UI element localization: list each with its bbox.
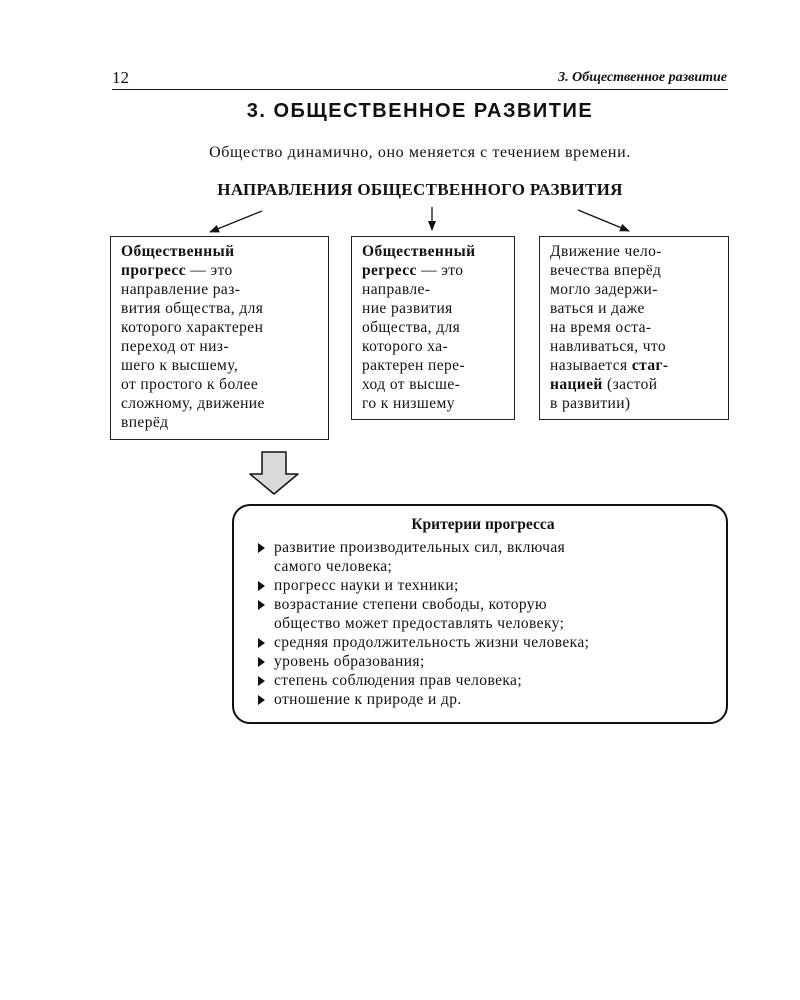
criteria-item-text: возрастание степени свободы, которую [274, 596, 547, 613]
triangle-bullet-icon [258, 676, 265, 686]
progress-line: от простого к более [121, 376, 259, 393]
criteria-item-text: степень соблюдения прав человека; [274, 672, 523, 689]
running-head: 3. Общественное развитие [558, 70, 727, 85]
stagnation-line: в развитии) [550, 395, 631, 412]
criteria-list-item [258, 690, 708, 709]
stagnation-line-pre: называется [550, 357, 632, 374]
stagnation-line: вечества вперёд [550, 262, 662, 279]
chapter-title: 3. ОБЩЕСТВЕННОЕ РАЗВИТИЕ [246, 100, 594, 122]
progress-term-2: прогресс [121, 262, 186, 279]
criteria-item-text-cont: общество может предоставлять человеку; [274, 615, 565, 632]
stagnation-line-rest: (застой [602, 376, 658, 393]
regress-line: го к низшему [362, 395, 455, 412]
progress-line: вития общества, для [121, 300, 264, 317]
criteria-item-text: отношение к природе и др. [274, 691, 462, 708]
triangle-bullet-icon [258, 581, 265, 591]
stagnation-term-2: нацией [550, 376, 603, 393]
triangle-bullet-icon [258, 657, 265, 667]
regress-line: рактерен пере- [362, 357, 465, 374]
regress-line: общества, для [362, 319, 461, 336]
progress-line: которого характерен [121, 319, 264, 336]
regress-line: ние развития [362, 300, 453, 317]
criteria-list-item [258, 633, 708, 652]
regress-dash: — это [416, 262, 464, 279]
stagnation-line: ваться и даже [550, 300, 645, 317]
directions-title: НАПРАВЛЕНИЯ ОБЩЕСТВЕННОГО РАЗВИТИЯ [217, 180, 623, 199]
arrow-right-icon [578, 210, 629, 231]
criteria-title: Критерии прогресса [411, 516, 555, 533]
triangle-bullet-icon [258, 638, 265, 648]
arrow-left-icon [210, 211, 262, 232]
progress-line: направление раз- [121, 281, 241, 298]
regress-definition-box [351, 236, 515, 420]
progress-dash: — это [186, 262, 233, 279]
criteria-list-item [258, 671, 708, 690]
progress-line: вперёд [121, 414, 169, 431]
progress-definition-box [110, 236, 329, 440]
progress-line: сложному, движение [121, 395, 265, 412]
criteria-item-text-cont: самого человека; [274, 558, 393, 575]
regress-line: направле- [362, 281, 431, 298]
stagnation-line: навливаться, что [550, 338, 667, 355]
stagnation-line: могло задержи- [550, 281, 658, 298]
criteria-list-item [258, 595, 708, 633]
progress-line: шего к высшему, [121, 357, 239, 374]
criteria-item-text: развитие производительных сил, включая [274, 539, 566, 556]
page-number: 12 [112, 68, 129, 87]
criteria-item-text: уровень образования; [274, 653, 425, 670]
criteria-item-text: прогресс науки и техники; [274, 577, 459, 594]
criteria-list-item [258, 576, 708, 595]
regress-line: которого ха- [362, 338, 449, 355]
criteria-box [232, 504, 728, 724]
stagnation-term: стаг- [631, 357, 669, 374]
criteria-item-text: средняя продолжительность жизни человека; [274, 634, 590, 651]
intro-text: Общество динамично, оно меняется с течением времени. [209, 144, 631, 161]
header-rule [112, 89, 728, 90]
regress-line: ход от высше- [362, 376, 461, 393]
triangle-bullet-icon [258, 695, 265, 705]
criteria-list [258, 538, 708, 709]
stagnation-line: на время оста- [550, 319, 652, 336]
triangle-bullet-icon [258, 600, 265, 610]
stagnation-definition-box [539, 236, 729, 420]
big-down-arrow-icon [250, 452, 298, 494]
criteria-list-item [258, 652, 708, 671]
triangle-bullet-icon [258, 543, 265, 553]
regress-term-2: регресс [362, 262, 417, 279]
progress-line: переход от низ- [121, 338, 229, 355]
criteria-list-item [258, 538, 708, 576]
progress-term: Общественный [121, 243, 235, 260]
regress-term: Общественный [362, 243, 476, 260]
stagnation-line: Движение чело- [550, 243, 662, 260]
